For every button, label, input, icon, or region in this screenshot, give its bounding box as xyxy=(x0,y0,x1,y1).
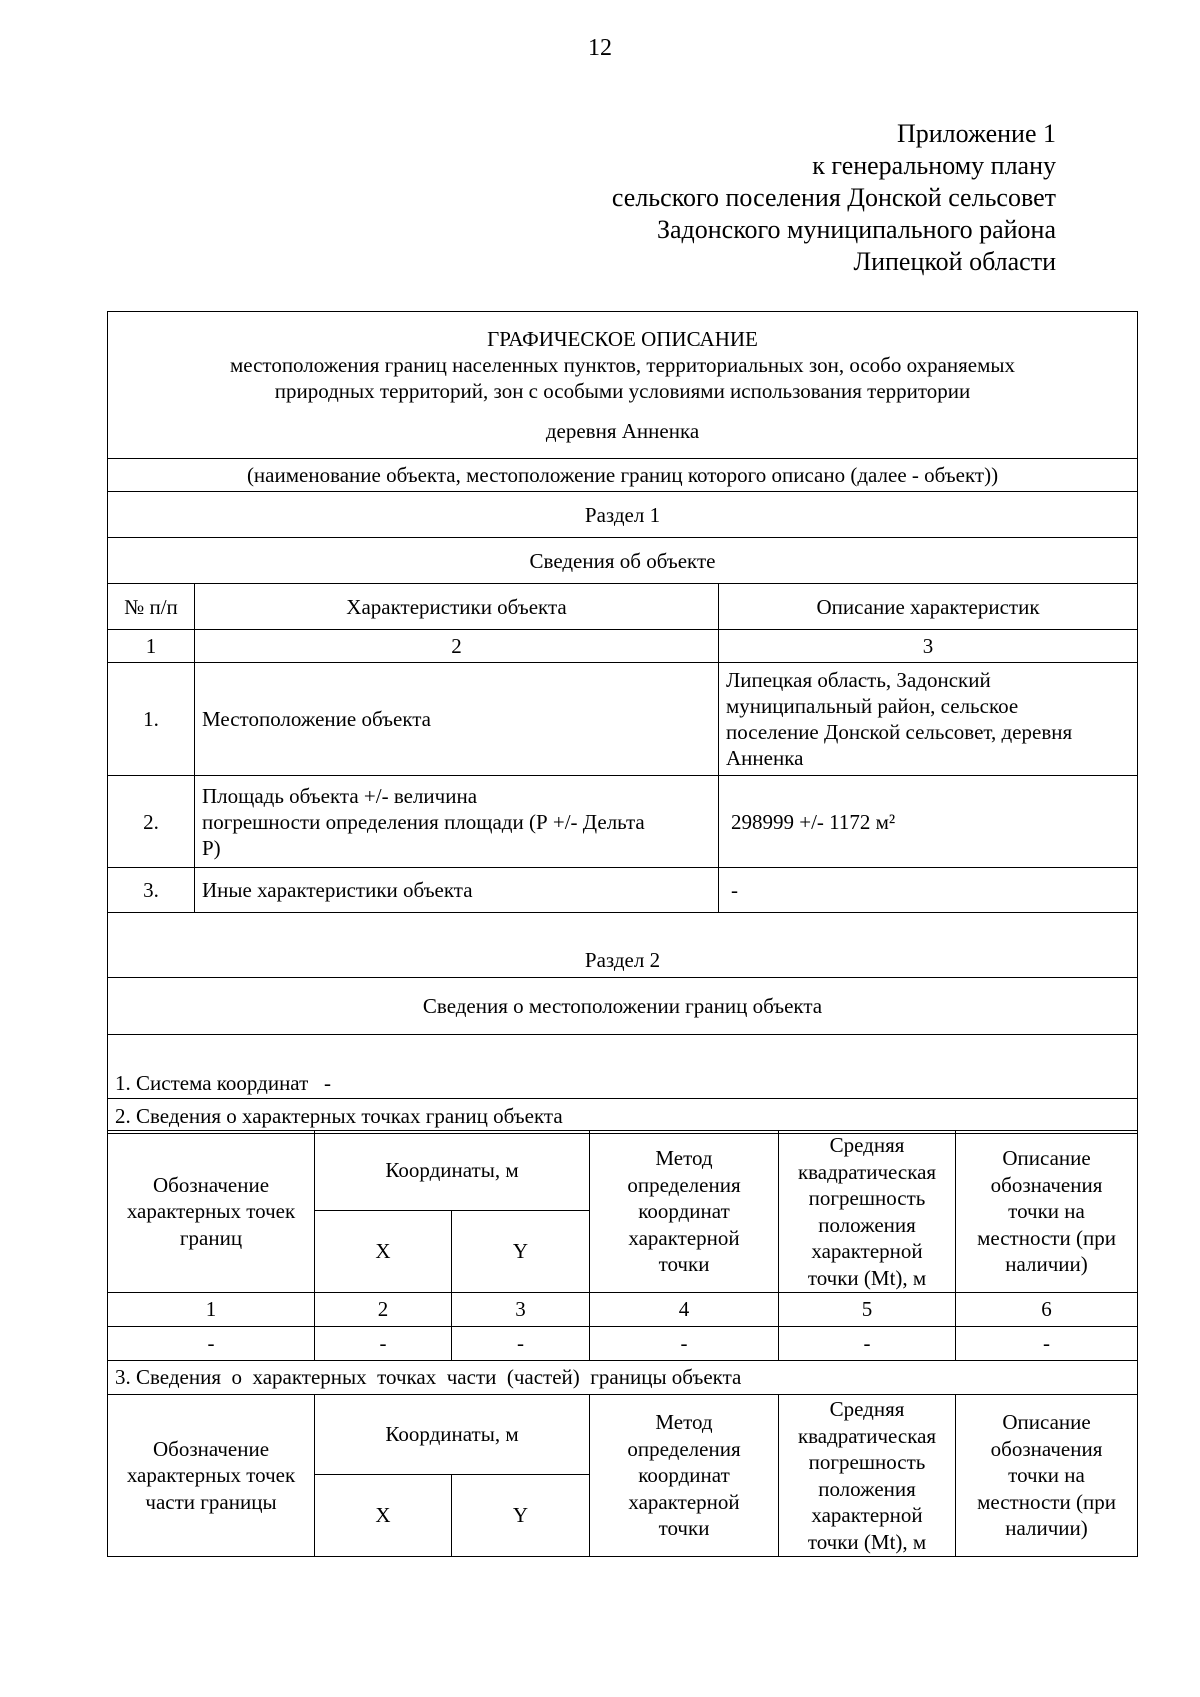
column-header-description: Описание характеристик xyxy=(719,584,1138,630)
header-point-description xyxy=(956,1131,1138,1293)
table-row xyxy=(108,776,1138,868)
object-name: деревня Анненка xyxy=(545,419,700,443)
header-line: положения xyxy=(818,1212,916,1237)
header-coordinates: Координаты, м xyxy=(315,1395,590,1475)
appendix-header xyxy=(612,118,1056,278)
header-line: квадратическая xyxy=(797,1423,937,1448)
object-caption: (наименование объекта, местоположение границ которого описано (далее - объект)) xyxy=(108,459,1138,492)
column-number: 2 xyxy=(315,1293,452,1327)
empty-cell: - xyxy=(956,1327,1138,1361)
header-line: точки (Mt), м xyxy=(807,1529,927,1554)
section1-title: Раздел 1 xyxy=(108,492,1138,538)
boundary-points-table xyxy=(107,1130,1138,1395)
appendix-line: Задонского муниципального района xyxy=(656,215,1056,244)
header-designation-part xyxy=(108,1395,315,1557)
empty-cell: - xyxy=(590,1327,779,1361)
header-line: Описание xyxy=(1002,1410,1091,1435)
row-number: 2. xyxy=(108,776,195,868)
header-line: границ xyxy=(179,1225,243,1250)
section1-subtitle: Сведения об объекте xyxy=(108,538,1138,584)
row-characteristic: Иные характеристики объекта xyxy=(195,868,719,913)
header-line: квадратическая xyxy=(797,1159,937,1184)
row-description: - xyxy=(719,868,1138,913)
column-number: 4 xyxy=(590,1293,779,1327)
header-line: определения xyxy=(627,1436,741,1461)
table-row xyxy=(108,868,1138,913)
header-line: характерных точек xyxy=(126,1463,296,1488)
header-x: X xyxy=(315,1475,452,1557)
header-line: погрешность xyxy=(808,1450,926,1474)
document-subtitle: природных территорий, зон с особыми условиями использования территории xyxy=(274,379,971,403)
header-line: координат xyxy=(638,1463,730,1488)
header-line: точки xyxy=(658,1252,710,1277)
header-y: Y xyxy=(452,1475,590,1557)
header-error xyxy=(779,1131,956,1293)
header-method xyxy=(590,1131,779,1293)
characteristic-line: Р) xyxy=(202,835,221,860)
document-title: ГРАФИЧЕСКОЕ ОПИСАНИЕ xyxy=(487,327,758,351)
row-number: 3. xyxy=(108,868,195,913)
row-number: 1. xyxy=(108,663,195,776)
header-line: точки на xyxy=(1008,1199,1085,1224)
header-line: обозначения xyxy=(990,1436,1103,1461)
header-line: Обозначение xyxy=(152,1172,270,1197)
header-line: погрешность xyxy=(808,1186,926,1210)
header-line: точки на xyxy=(1008,1463,1085,1488)
appendix-line: Липецкой области xyxy=(853,247,1056,276)
document-title-cell xyxy=(108,312,1138,459)
coordinate-system: 1. Система координат - xyxy=(108,1035,1138,1099)
header-line: координат xyxy=(638,1199,730,1224)
header-line: определения xyxy=(627,1172,741,1197)
row-description xyxy=(719,663,1138,776)
section2-subtitle: Сведения о местоположении границ объекта xyxy=(108,978,1138,1035)
table-row xyxy=(108,663,1138,776)
column-header-number: № п/п xyxy=(108,584,195,630)
column-number: 2 xyxy=(195,630,719,663)
header-x: X xyxy=(315,1211,452,1293)
description-line: муниципальный район, сельское xyxy=(726,694,1019,718)
empty-cell: - xyxy=(452,1327,590,1361)
header-error xyxy=(779,1395,956,1557)
description-line: Липецкая область, Задонский xyxy=(726,668,991,692)
header-line: точки xyxy=(658,1516,710,1541)
appendix-line: Приложение 1 xyxy=(896,119,1056,148)
column-number: 5 xyxy=(779,1293,956,1327)
header-line: Средняя xyxy=(829,1133,905,1157)
column-number: 3 xyxy=(719,630,1138,663)
column-number: 3 xyxy=(452,1293,590,1327)
empty-cell: - xyxy=(315,1327,452,1361)
header-line: наличии) xyxy=(1005,1516,1088,1541)
header-line: местности (при xyxy=(977,1489,1116,1514)
characteristic-line: Площадь объекта +/- величина xyxy=(202,783,478,808)
header-point-description xyxy=(956,1395,1138,1557)
header-line: точки (Mt), м xyxy=(807,1265,927,1290)
header-line: характерной xyxy=(628,1489,740,1514)
parts-title: 3. Сведения о характерных точках части (частей) границы объекта xyxy=(108,1361,1138,1395)
points-title: 2. Сведения о характерных точках границ объекта xyxy=(108,1099,1138,1134)
appendix-line: сельского поселения Донской сельсовет xyxy=(611,183,1056,212)
header-coordinates: Координаты, м xyxy=(315,1131,590,1211)
header-line: характерной xyxy=(811,1503,923,1527)
header-designation xyxy=(108,1131,315,1293)
header-line: Обозначение xyxy=(152,1436,270,1461)
column-number: 1 xyxy=(108,1293,315,1327)
header-line: обозначения xyxy=(990,1172,1103,1197)
column-number: 6 xyxy=(956,1293,1138,1327)
column-number: 1 xyxy=(108,630,195,663)
empty-cell: - xyxy=(779,1327,956,1361)
header-line: части границы xyxy=(145,1489,277,1514)
header-line: положения xyxy=(818,1476,916,1501)
boundary-parts-table xyxy=(107,1394,1138,1557)
header-line: Метод xyxy=(655,1410,713,1435)
page-number: 12 xyxy=(588,35,612,61)
description-line: Анненка xyxy=(726,746,804,770)
row-characteristic xyxy=(195,776,719,868)
appendix-line: к генеральному плану xyxy=(812,151,1056,180)
graphic-description-table xyxy=(107,311,1138,1134)
header-line: Метод xyxy=(655,1146,713,1171)
row-characteristic: Местоположение объекта xyxy=(195,663,719,776)
header-method xyxy=(590,1395,779,1557)
header-line: характерной xyxy=(628,1225,740,1250)
header-line: Описание xyxy=(1002,1146,1091,1171)
header-line: наличии) xyxy=(1005,1252,1088,1277)
characteristic-line: погрешности определения площади (Р +/- Дельта xyxy=(202,809,645,834)
empty-cell: - xyxy=(108,1327,315,1361)
section2-title: Раздел 2 xyxy=(108,913,1138,978)
table-row xyxy=(108,1327,1138,1361)
column-header-characteristic: Характеристики объекта xyxy=(195,584,719,630)
header-line: характерной xyxy=(811,1239,923,1263)
description-line: поселение Донской сельсовет, деревня xyxy=(726,720,1073,744)
header-y: Y xyxy=(452,1211,590,1293)
header-line: местности (при xyxy=(977,1225,1116,1250)
header-line: характерных точек xyxy=(126,1199,296,1224)
document-subtitle: местоположения границ населенных пунктов, территориальных зон, особо охраняемых xyxy=(229,353,1016,377)
row-description: 298999 +/- 1172 м² xyxy=(719,776,1138,868)
header-line: Средняя xyxy=(829,1397,905,1421)
